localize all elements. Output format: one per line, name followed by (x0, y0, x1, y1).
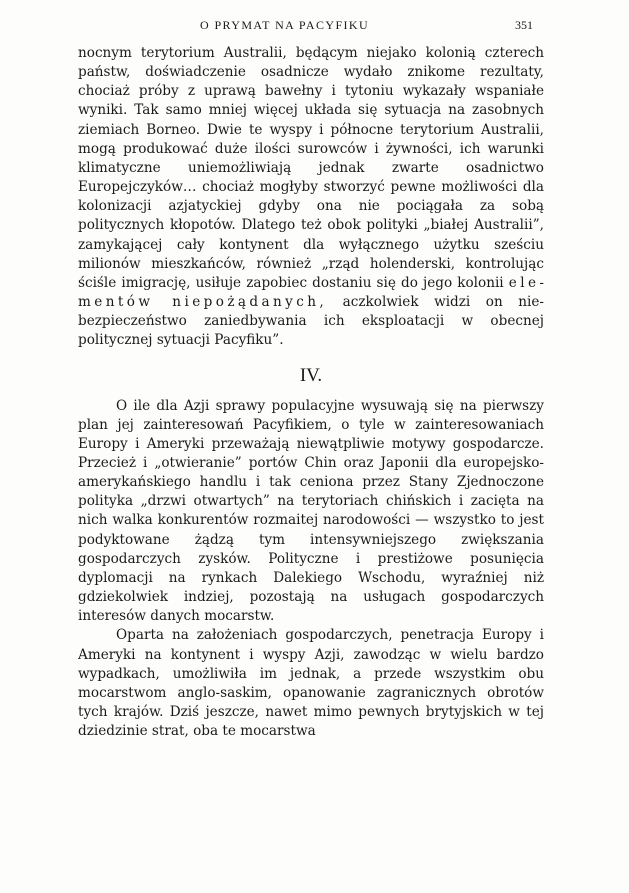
emphasized-spaced-text: elementów niepożądanych, (78, 274, 544, 311)
paragraph-continued (78, 44, 544, 351)
body-text (78, 44, 544, 741)
page-number: 351 (515, 18, 533, 32)
paragraph-1-text-a: nocnym terytorium Australii, będącym niejako kolonią czterech państw, doświadczenie osadnicze wydało znikome rezultaty, chociaż próby z uprawą bawełny i tytoniu wykazały wspaniałe wyniki. Tak samo mniej więcej układa się sytuacja na zasobnych ziemiach Borneo. Dwie te wyspy i północne terytorium Australii, mogą produkować duże ilości surowców i żywności, ich warunki klimatyczne uniemożliwiają jednak zwarte osadnictwo Europejczyków… chociaż mogłyby stworzyć pewne możliwości dla kolonizacji azjatyckiej gdyby ona nie pociągała za sobą politycznych kłopotów. Dlatego też obok polityki „białej Australii”, zamykającej cały kontynent dla wyłącznego użytku sześciu milionów mieszkańców, również „rząd holenderski, kontrolując ściśle imigrację, usiłuje zapobiec dostaniu się do jego kolonii (78, 45, 544, 291)
paragraph-2: O ile dla Azji sprawy populacyjne wysuwają się na pierwszy plan jej zainteresowań Pacyfikiem, o tyle w zainteresowaniach Europy i Ameryki przeważają niewątpliwie motywy gospodarcze. Przecież i „otwieranie” portów Chin oraz Japonii dla europejsko-amerykańskiego handlu i tak ceniona przez Stany Zjednoczone polityka „drzwi otwartych” na terytoriach chińskich i zacięta na nich walka konkurentów rozmaitej narodowości — wszystko to jest podyktowane żądzą tym intensywniejszego zwiększania gospodarczych zysków. Polityczne i prestiżowe posunięcia dyplomacji na rynkach Dalekiego Wschodu, wyraźniej niż gdziekolwiek indziej, pozostają na usługach gospodarczych interesów danych mocarstw. (78, 397, 544, 625)
paragraph-3: Oparta na założeniach gospodarczych, penetracja Europy i Ameryki na kontynent i wyspy Azji, zawodząc w wielu bardzo wypadkach, umożliwiła im jednak, a przede wszystkim obu mocarstwom anglo-saskim, opanowanie zagranicznych obrotów tych krajów. Dziś jeszcze, nawet mimo pewnych brytyjskich w tej dziedzinie strat, oba te mocarstwa (78, 627, 544, 740)
running-head (0, 12, 629, 34)
running-head-title: O PRYMAT NA PACYFIKU (200, 18, 370, 32)
section-heading: IV. (299, 364, 323, 386)
paragraph-1-text-b: aczkolwiek widzi on niebezpieczeństwo zaniedbywania ich eksploatacji w obecnej politycznej sytuacji Pacyfiku”. (78, 294, 544, 349)
